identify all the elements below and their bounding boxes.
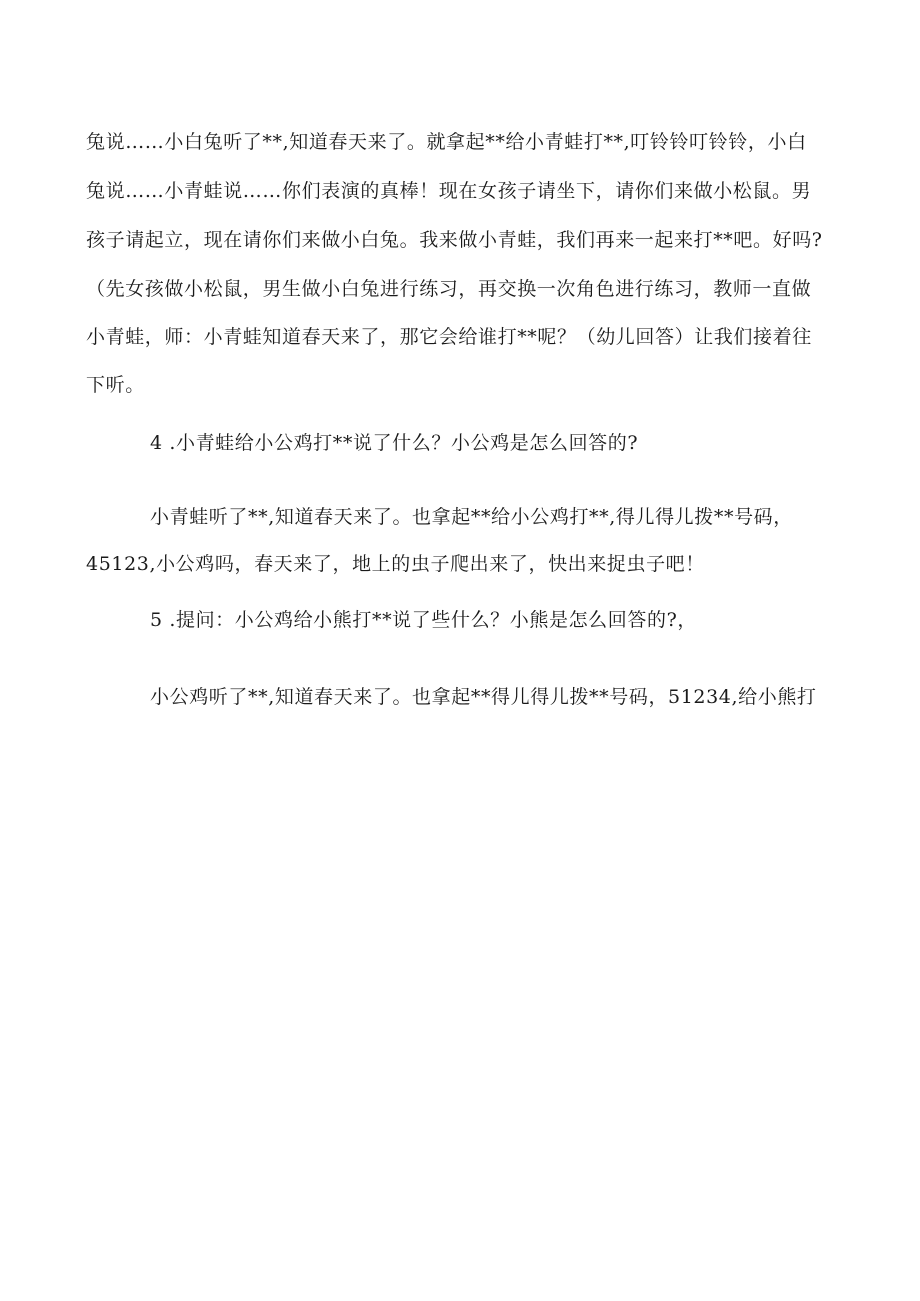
paragraph-1-line-3: 孩子请起立，现在请你们来做小白兔。我来做小青蛙，我们再来一起来打**吧。好吗?	[86, 229, 823, 251]
list-item-5: 5 .提问：小公鸡给小熊打**说了些什么？小熊是怎么回答的?，	[150, 609, 697, 631]
paragraph-3-line-1: 小公鸡听了**,知道春天来了。也拿起**得儿得儿拨**号码，51234,给小熊打	[150, 686, 817, 708]
list-item-4: 4 .小青蛙给小公鸡打**说了什么？小公鸡是怎么回答的?	[150, 432, 639, 454]
paragraph-1-line-5: 小青蛙，师：小青蛙知道春天来了，那它会给谁打**呢？（幼儿回答）让我们接着往	[86, 326, 812, 348]
paragraph-1-line-1: 兔说……小白兔听了**,知道春天来了。就拿起**给小青蛙打**,叮铃铃叮铃铃，小白	[86, 131, 807, 153]
paragraph-1-line-6: 下听。	[86, 374, 145, 396]
paragraph-1-line-2: 兔说……小青蛙说……你们表演的真棒！现在女孩子请坐下，请你们来做小松鼠。男	[86, 180, 812, 202]
paragraph-1-line-4: （先女孩做小松鼠，男生做小白兔进行练习，再交换一次角色进行练习，教师一直做	[86, 278, 812, 300]
paragraph-2-line-1: 小青蛙听了**,知道春天来了。也拿起**给小公鸡打**,得儿得儿拨**号码，	[150, 506, 793, 528]
paragraph-2-line-2: 45123,小公鸡吗，春天来了，地上的虫子爬出来了，快出来捉虫子吧！	[86, 553, 705, 575]
